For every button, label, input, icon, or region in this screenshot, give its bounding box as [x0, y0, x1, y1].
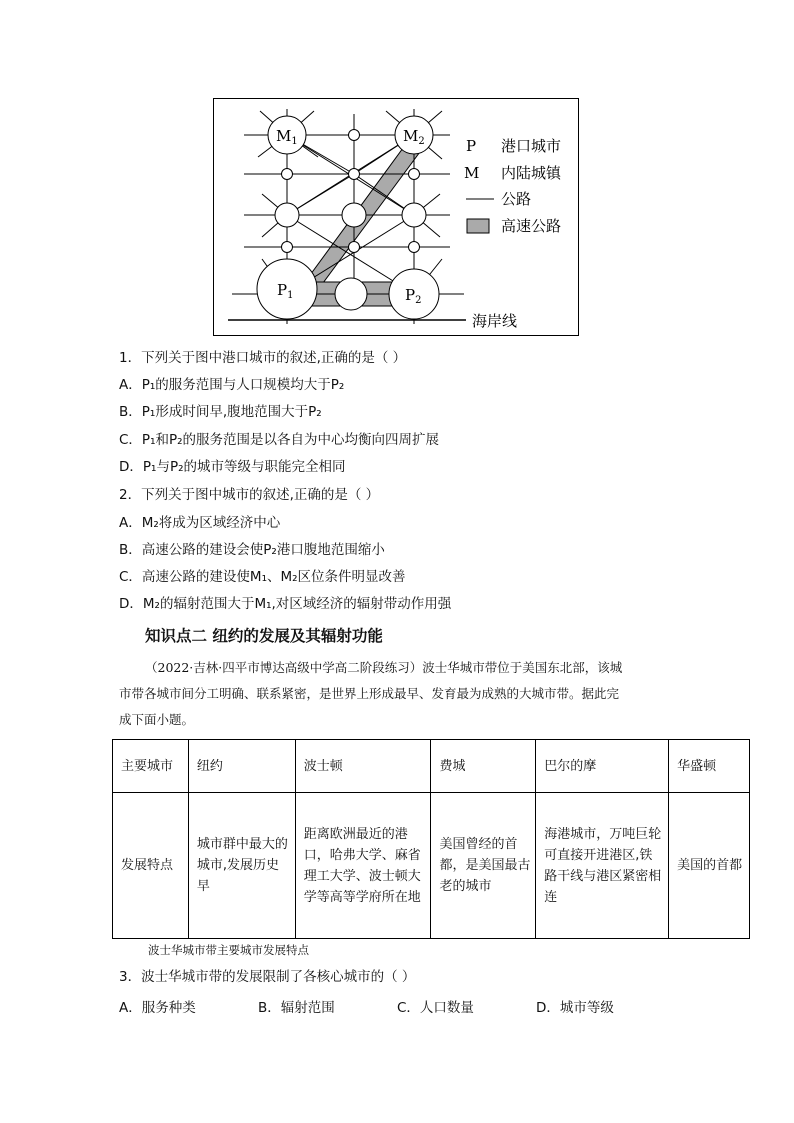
q2-option-c: C．高速公路的建设使M₁、M₂区位条件明显改善: [119, 569, 406, 585]
legend-m-key: M: [464, 164, 480, 182]
q2-option-d: D．M₂的辐射范围大于M₁,对区域经济的辐射带动作用强: [119, 596, 452, 612]
intro-line-2: 市带各城市间分工明确、联系紧密，是世界上形成最早、发育最为成熟的大城市带。据此完: [119, 686, 620, 701]
city-network-diagram: [213, 98, 579, 336]
q2-option-b: B．高速公路的建设会使P₂港口腹地范围缩小: [119, 542, 385, 558]
legend-p-label: 港口城市: [501, 137, 562, 155]
medium-town-left: [275, 203, 299, 227]
small-town-right-row4: [409, 242, 420, 253]
table-cell: 距离欧洲最近的港口，哈弗大学、麻省理工大学、波士顿大学等高等学府所在地: [295, 793, 431, 939]
label-p1: $P_1$: [277, 281, 294, 301]
q3-option-c: C．人口数量: [397, 1000, 474, 1016]
intro-line-1: （2022·吉林·四平市博达高级中学高二阶段练习）波士华城市带位于美国东北部，该城: [145, 660, 623, 675]
header-cell: 费城: [431, 740, 536, 793]
medium-town-center: [342, 203, 366, 227]
medium-town-right: [402, 203, 426, 227]
q1-option-a: A．P₁的服务范围与人口规模均大于P₂: [119, 377, 345, 393]
q1-option-d: D．P₁与P₂的城市等级与职能完全相同: [119, 459, 346, 475]
q2-stem: 2．下列关于图中城市的叙述,正确的是（ ）: [119, 487, 380, 503]
row-label-cell: 发展特点: [113, 793, 189, 939]
q3-option-a: A．服务种类: [119, 1000, 196, 1016]
city-features-table: [112, 739, 750, 939]
table-header-row: [113, 740, 750, 793]
q3-option-d: D．城市等级: [536, 1000, 614, 1016]
q2-option-a: A．M₂将成为区域经济中心: [119, 515, 281, 531]
medium-town-coast: [335, 278, 367, 310]
header-cell: 纽约: [188, 740, 295, 793]
intro-paragraph: [119, 655, 679, 733]
table-cell: 美国的首都: [669, 793, 750, 939]
small-town-center-row4: [349, 242, 360, 253]
header-cell: 巴尔的摩: [536, 740, 669, 793]
table-row: [113, 793, 750, 939]
legend-m-label: 内陆城镇: [501, 164, 562, 182]
section-title: 知识点二 纽约的发展及其辐射功能: [145, 627, 383, 645]
q1-option-c: C．P₁和P₂的服务范围是以各自为中心均衡向四周扩展: [119, 432, 440, 448]
legend-road-label: 公路: [501, 190, 532, 208]
label-m2: $M_2$: [403, 127, 425, 147]
q3-stem: 3．波士华城市带的发展限制了各核心城市的（ ）: [119, 969, 416, 985]
header-cell: 主要城市: [113, 740, 189, 793]
header-cell: 波士顿: [295, 740, 431, 793]
table-cell: 美国曾经的首都，是美国最古老的城市: [431, 793, 536, 939]
legend-highway-swatch: [467, 219, 489, 233]
network-svg: [214, 99, 580, 337]
q3-option-b: B．辐射范围: [258, 1000, 335, 1016]
small-town-left-row4: [282, 242, 293, 253]
small-town-top: [349, 130, 360, 141]
table-caption: 波士华城市带主要城市发展特点: [148, 943, 309, 957]
coastline-label: 海岸线: [472, 312, 518, 330]
header-cell: 华盛顿: [669, 740, 750, 793]
intro-line-3: 成下面小题。: [119, 712, 195, 727]
table-cell: 城市群中最大的城市,发展历史早: [188, 793, 295, 939]
small-town-left-row2: [282, 169, 293, 180]
q1-stem: 1．下列关于图中港口城市的叙述,正确的是（ ）: [119, 350, 407, 366]
table-cell: 海港城市，万吨巨轮可直接开进港区,铁路干线与港区紧密相连: [536, 793, 669, 939]
label-m1: $M_1$: [276, 127, 298, 147]
legend-highway-label: 高速公路: [501, 217, 562, 235]
label-p2: $P_2$: [405, 286, 422, 306]
q1-option-b: B．P₁形成时间早,腹地范围大于P₂: [119, 404, 322, 420]
small-town-center-row2: [349, 169, 360, 180]
legend-p-key: P: [466, 137, 477, 155]
small-town-right-row2: [409, 169, 420, 180]
